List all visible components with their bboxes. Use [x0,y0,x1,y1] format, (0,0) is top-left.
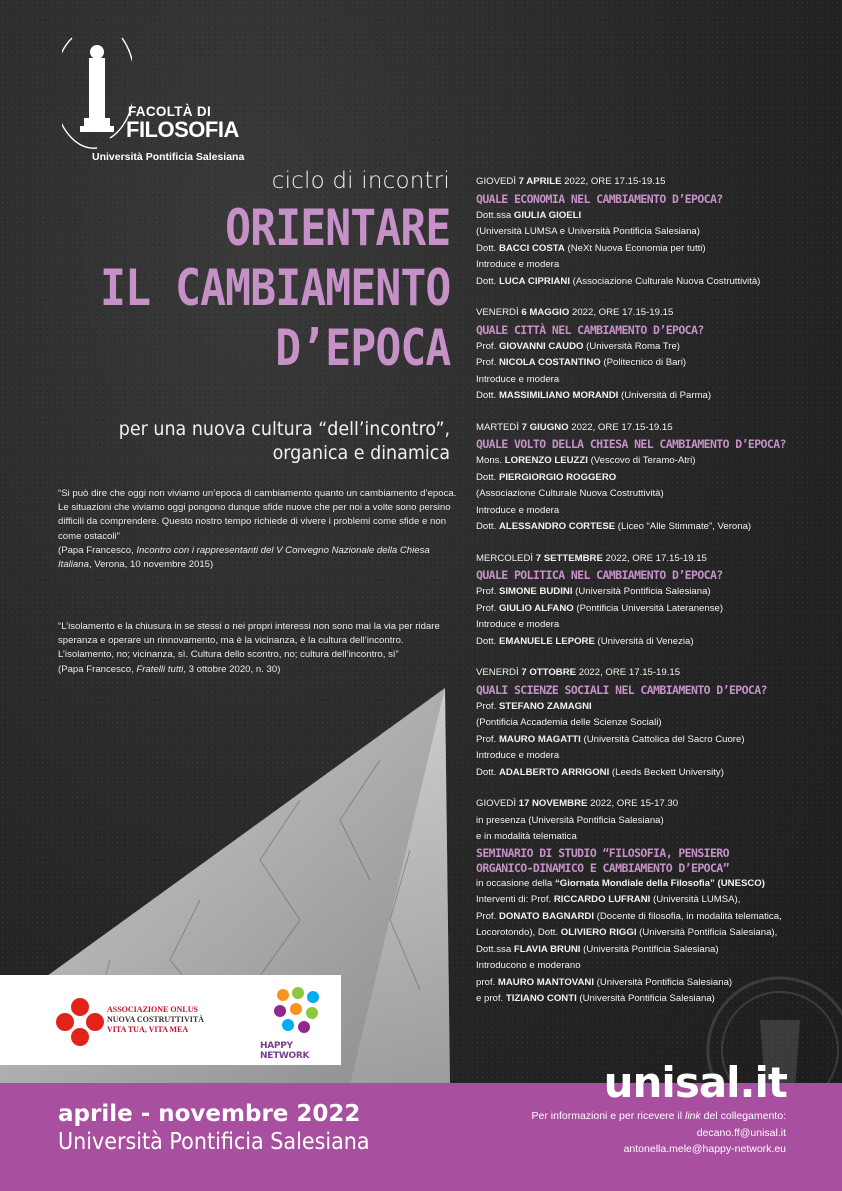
speaker-line: (Pontificia Accademia delle Scienze Sociali) [476,717,662,728]
speaker-line: Dott. EMANUELE LEPORE (Università di Venezia) [476,635,694,647]
quote-2-source: (Papa Francesco, Fratelli tutti, 3 ottobre 2020, n. 30) [58,663,281,675]
partner-logos [0,975,341,1065]
speaker-line: Introduce e modera [476,504,560,516]
seminar-mode: e in modalità telematica [476,831,577,842]
event-date: GIOVEDÌ 7 APRILE 2022, ORE 17.15-19.15 [476,176,666,187]
faculty-name: FILOSOFIA [126,117,239,142]
event-question: QUALI SCIENZE SOCIALI NEL CAMBIAMENTO D’EPOCA? [476,682,767,697]
moderators-label: Introducono e moderano [476,960,581,971]
footer-university: Università Pontificia Salesiana [58,1129,370,1155]
speaker-line: (Università LUMSA e Università Pontificia Salesiana) [476,226,700,237]
speaker-line: Introduce e modera [476,750,560,761]
event-question: QUALE VOLTO DELLA CHIESA NEL CAMBIAMENTO D’EPOCA? [476,437,786,451]
event-date: VENERDÌ 7 OTTOBRE 2022, ORE 17.15-19.15 [476,667,681,678]
happy-network-name: HAPPY NETWORK [260,1041,310,1061]
website-link[interactable]: unisal.it [603,1058,787,1107]
contact-info [532,1108,786,1158]
speaker-line: Introduce e modera [476,373,560,385]
event-date: MERCOLEDÌ 7 SETTEMBRE 2022, ORE 17.15-19.15 [476,552,707,564]
speaker-line: Dott. LUCA CIPRIANI (Associazione Culturale Nuova Costruttività) [476,275,761,287]
speaker-line: Prof. DONATO BAGNARDI (Docente di filosofia, in modalità telematica, Locorotondo), Dott. OLIVIERO RIGGI (Università Pontificia Salesiana), Dott.ssa FLAVIA BRUNI (Università Pontificia Salesiana) [476,910,782,955]
email-link-1[interactable]: decano.ff@unisal.it [696,1126,786,1139]
event-date: VENERDÌ 6 MAGGIO 2022, ORE 17.15-19.15 [476,307,674,318]
poster-title: ORIENTARE IL CAMBIAMENTO D’EPOCA [99,199,450,377]
faculty-label: FACOLTÀ DI [128,104,211,119]
speaker-line: Prof. GIOVANNI CAUDO (Università Roma Tre) [476,340,681,352]
happy-network-logo-icon [268,985,328,1040]
program-column [476,174,806,1023]
series-label: ciclo di incontri [271,168,450,194]
university-label: Università Pontificia Salesiana [92,151,245,163]
quote-2: “L’isolamento e la chiusura in se stessi o nei propri interessi non sono mai la via per ridare speranza e operare un rinnovamento, ma è la vicinanza, è la cultura dell’incontro. L’isolamento, no; vicinanza, sì. Cultura dello scontro, no; cultura dell’incontro, sì” (Papa Francesco, Fratelli tutti, 3 ottobre 2020, n. 30) [58,620,458,677]
event-may [476,305,806,405]
event-november-seminar [476,796,806,1008]
event-september [476,551,806,651]
speaker-line: Prof. GIULIO ALFANO (Pontificia Università Lateranense) [476,602,724,614]
speaker-line: Dott. MASSIMILIANO MORANDI (Università di Parma) [476,390,712,401]
speaker-line: Dott. PIERGIORGIO ROGGERO [476,471,617,483]
speaker-line: Interventi di: Prof. RICCARDO LUFRANI (Università LUMSA), [476,894,741,905]
speaker-line: e prof. TIZIANO CONTI (Università Pontificia Salesiana) [476,993,715,1004]
seminar-title: SEMINARIO DI STUDIO “FILOSOFIA, PENSIERO ORGANICO-DINAMICO E CAMBIAMENTO D’EPOCA” [476,845,729,875]
speaker-line: (Associazione Culturale Nuova Costruttività) [476,488,664,499]
event-june [476,420,806,536]
event-question: QUALE ECONOMIA NEL CAMBIAMENTO D’EPOCA? [476,191,723,206]
event-october [476,665,806,781]
speaker-line: Mons. LORENZO LEUZZI (Vescovo di Teramo-Atri) [476,455,696,466]
email-link-2[interactable]: antonella.mele@happy-network.eu [623,1143,786,1155]
event-april [476,174,806,290]
faculty-logo [62,18,252,168]
speaker-line: Prof. NICOLA COSTANTINO (Politecnico di Bari) [476,357,687,368]
event-question: QUALE CITTÀ NEL CAMBIAMENTO D’EPOCA? [476,322,704,337]
quote-1-source: (Papa Francesco, Incontro con i rappresentanti del V Convegno Nazionale della Chiesa Italiana, Verona, 10 novembre 2015) [58,544,430,571]
speaker-line: Dott. BACCI COSTA (NeXt Nuova Economia per tutti) [476,242,706,254]
speaker-line: Prof. STEFANO ZAMAGNI [476,700,592,712]
speaker-line: Dott. ADALBERTO ARRIGONI (Leeds Beckett University) [476,766,724,778]
university-seal-icon [62,18,132,158]
seminar-mode: in presenza (Università Pontificia Salesiana) [476,814,664,826]
speaker-line: Dott.ssa GIULIA GIOELI [476,209,582,221]
event-date: MARTEDÌ 7 GIUGNO 2022, ORE 17.15-19.15 [476,421,673,433]
speaker-line: Introduce e modera [476,259,560,270]
poster-subtitle: per una nuova cultura “dell’incontro”, organica e dinamica [118,418,450,464]
speaker-line: Introduce e modera [476,619,560,630]
speaker-line: Prof. MAURO MAGATTI (Università Cattolica del Sacro Cuore) [476,733,745,745]
seminar-occasion: in occasione della “Giornata Mondiale della Filosofia” (UNESCO) [476,877,765,889]
footer-dates: aprile - novembre 2022 [58,1101,361,1127]
nuova-costruttivita-logo-icon [55,997,105,1047]
assoc-name: ASSOCIAZIONE ONLUS NUOVA COSTRUTTIVITÀ VITA TUA, VITA MEA [107,1005,204,1034]
event-date: GIOVEDÌ 17 NOVEMBRE 2022, ORE 15-17.30 [476,798,679,809]
contact-intro: Per informazioni e per ricevere il link del collegamento: [531,1110,786,1122]
speaker-line: prof. MAURO MANTOVANI (Università Pontificia Salesiana) [476,976,733,988]
speaker-line: Dott. ALESSANDRO CORTESE (Liceo “Alle Stimmate”, Verona) [476,521,752,532]
quote-1: “Si può dire che oggi non viviamo un’epoca di cambiamento quanto un cambiamento d’epoca. Le situazioni che viviamo oggi pongono dunque sfide nuove che per noi a volte sono persino difficili da comprendere. Questo nostro tempo richiede di vivere i problemi come sfide e non come ostacoli” (Papa Francesco, Incontro con i rappresentanti del V Convegno Nazionale della Chiesa Italiana, Verona, 10 novembre 2015) [58,487,458,572]
speaker-line: Prof. SIMONE BUDINI (Università Pontificia Salesiana) [476,586,711,597]
event-question: QUALE POLITICA NEL CAMBIAMENTO D’EPOCA? [476,568,723,582]
